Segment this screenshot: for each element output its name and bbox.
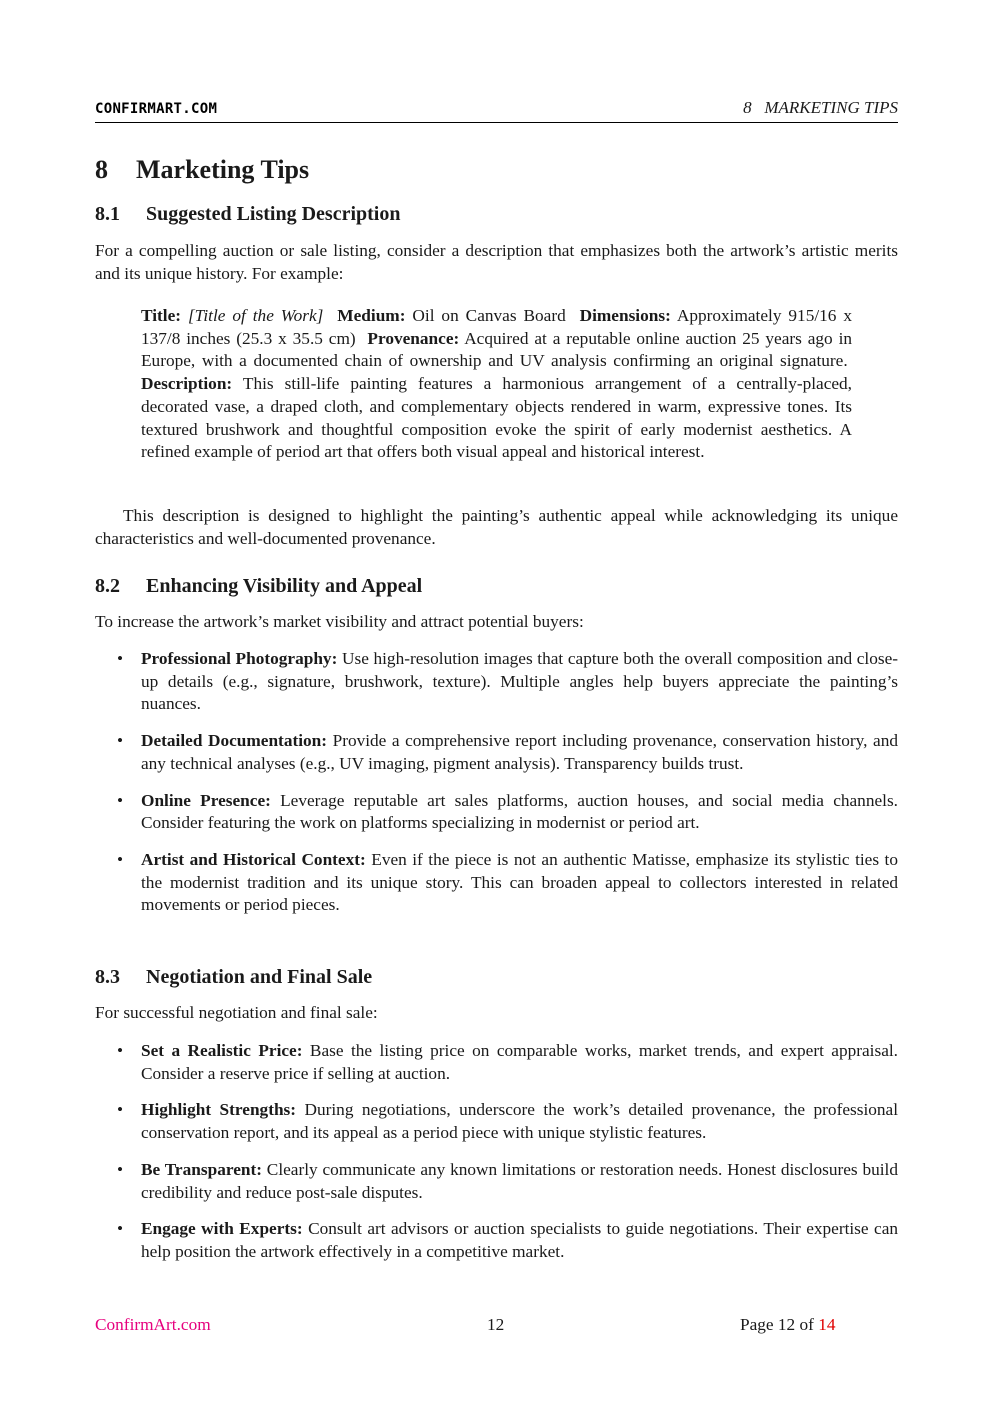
bullet-icon: • — [117, 1100, 124, 1120]
list-item: • Professional Photography: Use high-resolution images that capture both the overall composition and close-up details (e.g., signature, brushwork, texture). Multiple angles help buyers appreciate the painting’s nuances. — [117, 649, 898, 714]
list-item: • Set a Realistic Price: Base the listing price on comparable works, market trends, and expert appraisal. Consider a reserve price if selling at auction. — [117, 1041, 899, 1083]
list-item: • Highlight Strengths: During negotiations, underscore the work’s detailed provenance, the professional conservation report, and its appeal as a period piece with unique stylistic features. — [117, 1100, 898, 1143]
paragraph-intro-8-1: For a compelling auction or sale listing, consider a description that emphasizes both the artwork’s artistic merits and its unique history. For example: — [95, 241, 898, 283]
header-section-title: 8 MARKETING TIPS — [743, 98, 898, 117]
list-item: • Artist and Historical Context: Even if the piece is not an authentic Matisse, emphasize its stylistic ties to the modernist tradition and its unique story. This can broaden appeal to collectors interested in related movements or period pieces. — [117, 849, 898, 915]
bullet-icon: • — [117, 849, 124, 869]
visibility-list — [95, 648, 898, 917]
subsection-heading-8-1: 8.1 Suggested Listing Description — [95, 203, 401, 225]
running-header — [95, 98, 898, 123]
section-heading: 8 Marketing Tips — [95, 155, 310, 184]
total-pages-link[interactable]: 14 — [818, 1315, 836, 1334]
footer-site-link[interactable]: ConfirmArt.com — [95, 1315, 211, 1334]
subsection-heading-8-3: 8.3 Negotiation and Final Sale — [95, 966, 373, 988]
site-logo: CONFIRMART.COM — [95, 101, 218, 117]
bullet-icon: • — [117, 1041, 124, 1060]
list-item: • Be Transparent: Clearly communicate any known limitations or restoration needs. Honest disclosures build credibility and reduce post-sale disputes. — [117, 1159, 898, 1202]
list-item: • Detailed Documentation: Provide a comprehensive report including provenance, conservation history, and any technical analyses (e.g., UV imaging, pigment analysis). Transparency builds trust. — [117, 731, 898, 773]
footer-page-count: Page 12 of 14 — [740, 1315, 836, 1334]
paragraph-after-8-1: This description is designed to highlight the painting’s authentic appeal while acknowledging its unique characteristics and well-documented provenance. — [95, 506, 898, 548]
bullet-icon: • — [117, 649, 124, 668]
paragraph-intro-8-2: To increase the artwork’s market visibility and attract potential buyers: — [95, 612, 584, 631]
bullet-icon: • — [117, 731, 124, 751]
footer-page-number: 12 — [487, 1315, 505, 1334]
list-item: • Engage with Experts: Consult art advisors or auction specialists to guide negotiations. Their expertise can help position the artwork effectively in a competitive market. — [117, 1219, 899, 1261]
bullet-icon: • — [117, 790, 124, 810]
subsection-heading-8-2: 8.2 Enhancing Visibility and Appeal — [95, 575, 423, 597]
listing-example-quote: Title: [Title of the Work] Medium: Oil on Canvas Board Dimensions: Approximately 915/16 x 137/8 inches (25.3 x 35.5 cm) Provenance: Acquired at a reputable online auction 25 years ago in Europe, with a documented chain of ownership and UV analysis confirming an original signature. Description: This still-life painting features a harmonious arrangement of a centrally-placed, decorated vase, a draped cloth, and complementary objects rendered in warm, expressive tones. Its textured brushwork and thoughtful composition evoke the spirit of early modernist aesthetics. A refined example of period art that offers both visual appeal and historical interest. — [141, 306, 853, 462]
bullet-icon: • — [117, 1219, 124, 1239]
paragraph-intro-8-3: For successful negotiation and final sale: — [95, 1003, 378, 1022]
list-item: • Online Presence: Leverage reputable art sales platforms, auction houses, and social media channels. Consider featuring the work on platforms specializing in modernist or period art. — [117, 790, 898, 833]
bullet-icon: • — [117, 1159, 124, 1179]
negotiation-list — [95, 1040, 898, 1264]
